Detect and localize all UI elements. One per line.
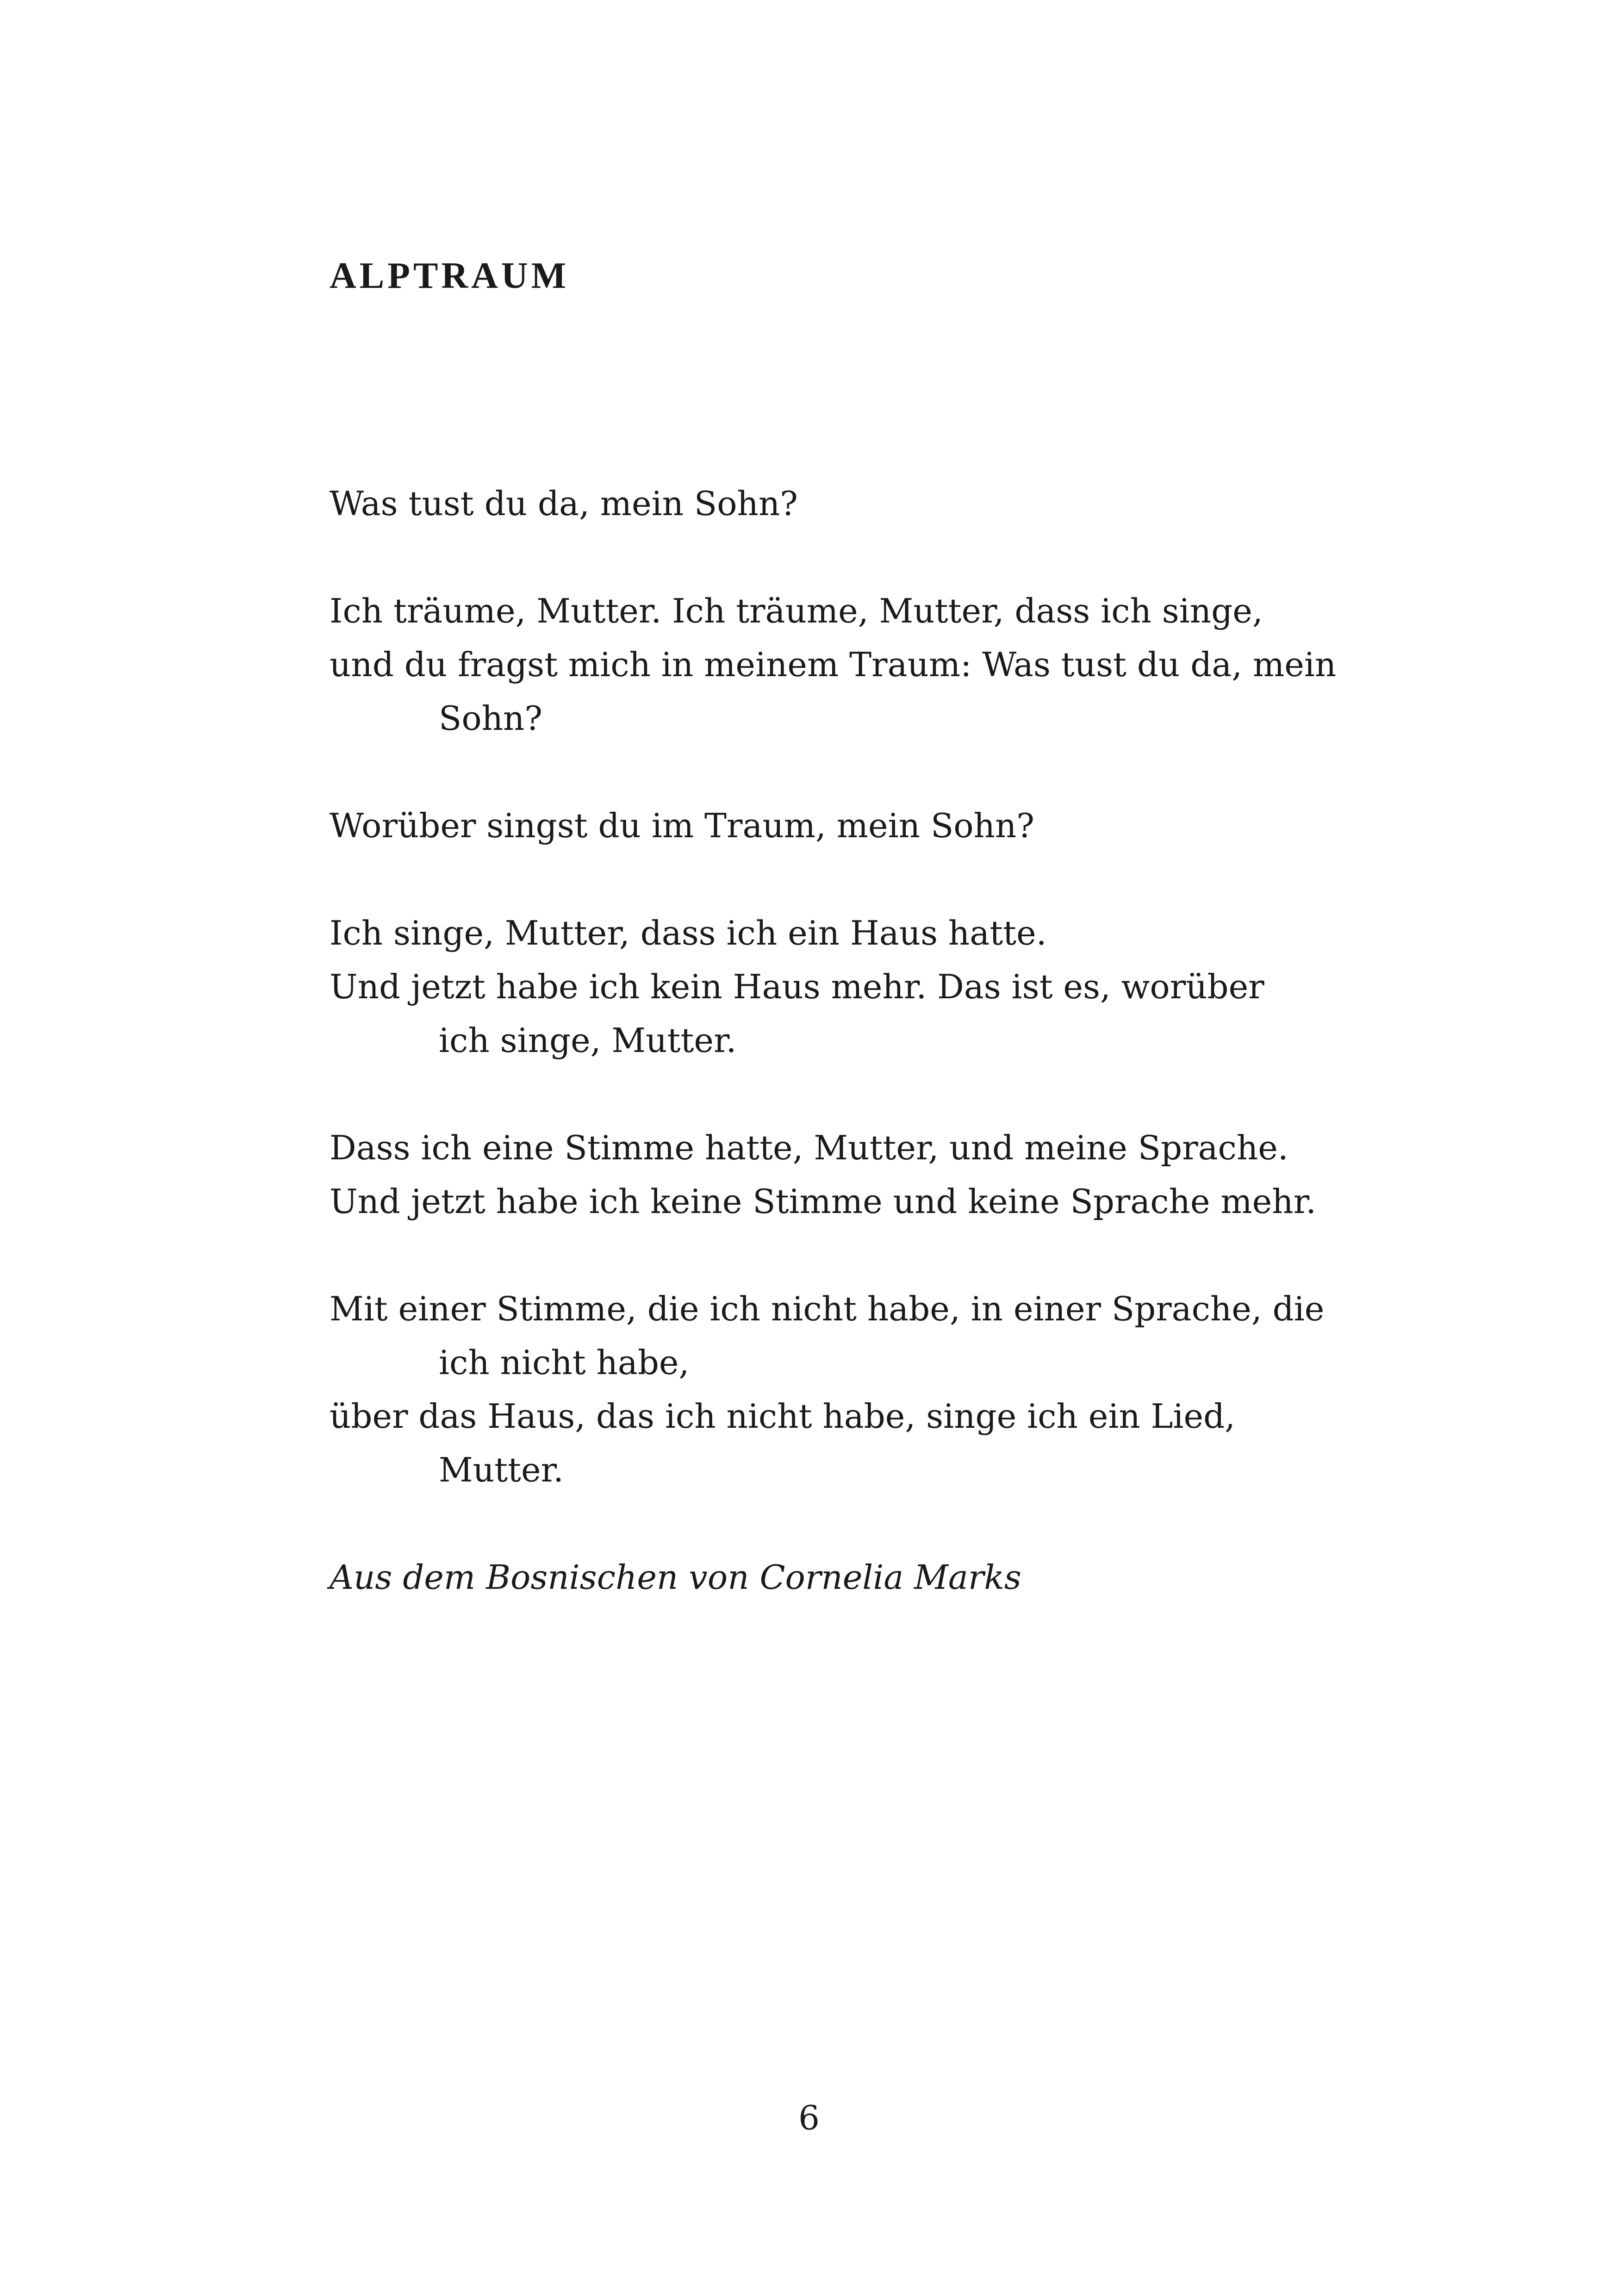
translator-note: Aus dem Bosnischen von Cornelia Marks xyxy=(330,1558,1021,1597)
poem-line: über das Haus, das ich nicht habe, singe ich ein Lied, xyxy=(330,1397,1236,1436)
poem-line: Und jetzt habe ich keine Stimme und keine Sprache mehr. xyxy=(330,1182,1317,1221)
stanza-2 xyxy=(330,584,1440,745)
poem-line-continuation: ich singe, Mutter. xyxy=(439,1021,737,1060)
poem-line: Und jetzt habe ich kein Haus mehr. Das ist es, worüber xyxy=(330,967,1264,1006)
poem-body xyxy=(330,477,1440,1604)
poem-line-continuation: Mutter. xyxy=(439,1450,564,1489)
poem-line-continuation: ich nicht habe, xyxy=(439,1343,690,1382)
poem-line: Ich singe, Mutter, dass ich ein Haus hatte. xyxy=(330,914,1047,952)
page-number: 6 xyxy=(798,2098,820,2137)
poem-line: und du fragst mich in meinem Traum: Was tust du da, mein xyxy=(330,645,1337,684)
poem-title: ALPTRAUM xyxy=(330,255,570,296)
stanza-6 xyxy=(330,1282,1440,1497)
poem-line: Worüber singst du im Traum, mein Sohn? xyxy=(330,806,1034,845)
stanza-1 xyxy=(330,477,1440,530)
poem-line: Was tust du da, mein Sohn? xyxy=(330,484,798,523)
stanza-5 xyxy=(330,1121,1440,1228)
poem-line: Ich träume, Mutter. Ich träume, Mutter, dass ich singe, xyxy=(330,591,1263,630)
poem-line: Mit einer Stimme, die ich nicht habe, in einer Sprache, die xyxy=(330,1289,1325,1328)
poem-line: Dass ich eine Stimme hatte, Mutter, und meine Sprache. xyxy=(330,1128,1288,1167)
stanza-3 xyxy=(330,799,1440,852)
stanza-4 xyxy=(330,906,1440,1067)
poem-line-continuation: Sohn? xyxy=(439,699,543,738)
